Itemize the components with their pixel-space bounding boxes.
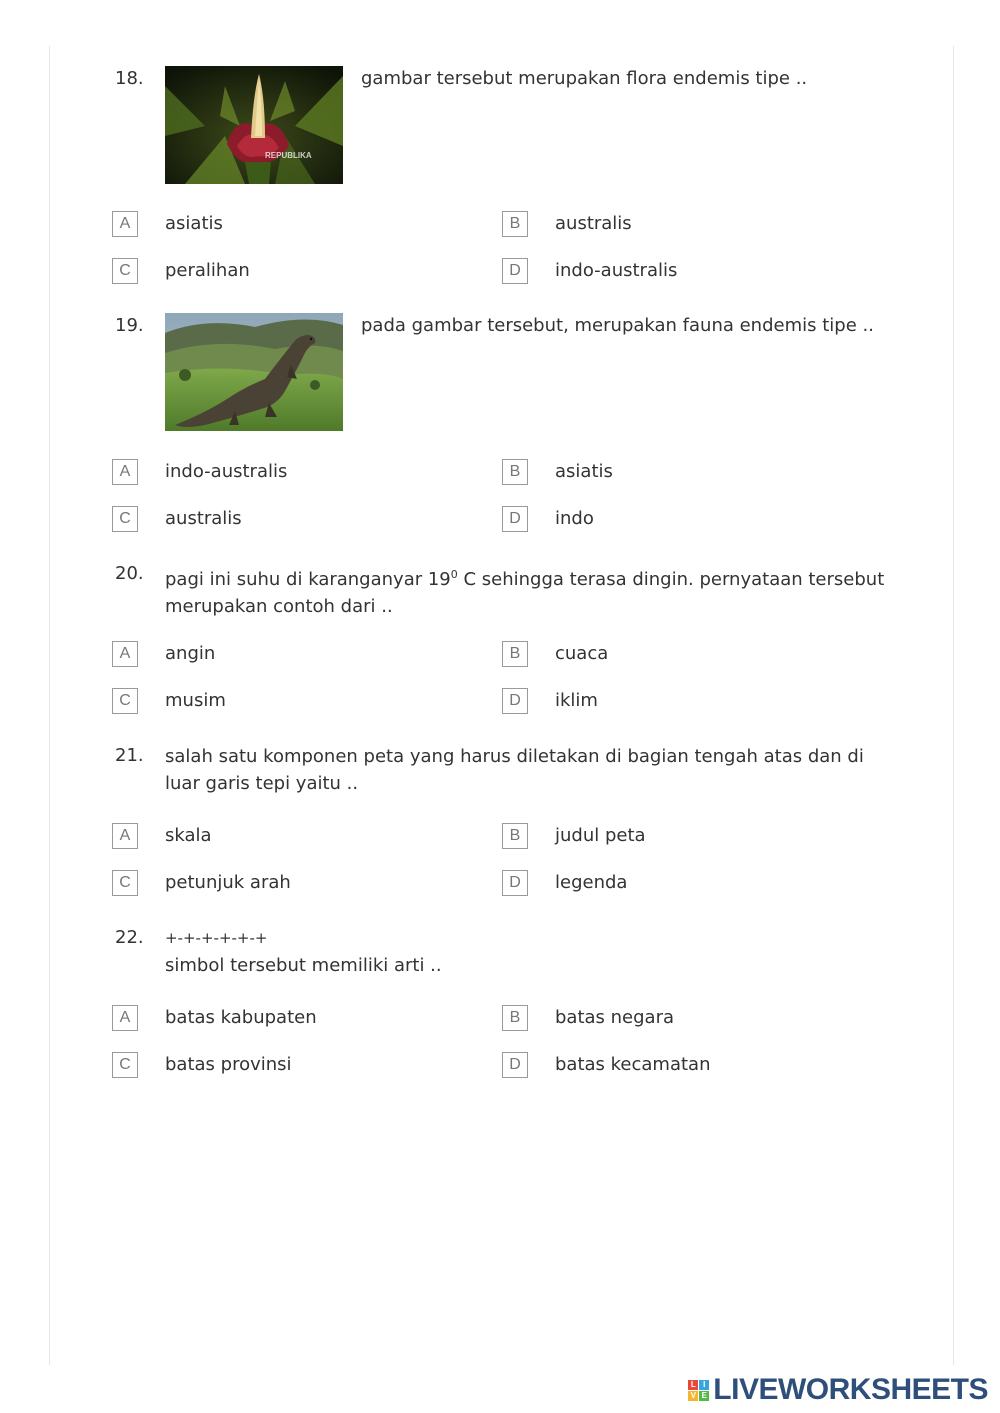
option-letter-box[interactable]: C bbox=[112, 1052, 138, 1078]
question-text-part: C sehingga terasa dingin. pernyataan tersebut merupakan contoh dari .. bbox=[165, 569, 885, 617]
option-b[interactable] bbox=[502, 1005, 852, 1033]
option-c[interactable] bbox=[112, 1052, 462, 1080]
option-c[interactable] bbox=[112, 870, 462, 898]
question-21 bbox=[0, 743, 1000, 903]
option-text: australis bbox=[165, 508, 242, 529]
option-letter-box[interactable]: B bbox=[502, 1005, 528, 1031]
option-text: peralihan bbox=[165, 260, 250, 281]
option-letter-box[interactable]: A bbox=[112, 1005, 138, 1031]
liveworksheets-logo bbox=[688, 1373, 988, 1407]
option-letter-box[interactable]: A bbox=[112, 211, 138, 237]
option-b[interactable] bbox=[502, 211, 852, 239]
option-letter-box[interactable]: A bbox=[112, 641, 138, 667]
option-text: australis bbox=[555, 213, 632, 234]
option-text: legenda bbox=[555, 872, 628, 893]
option-letter-box[interactable]: D bbox=[502, 506, 528, 532]
option-d[interactable] bbox=[502, 870, 852, 898]
question-18 bbox=[0, 66, 1000, 286]
question-text-part: pagi ini suhu di karanganyar 19 bbox=[165, 569, 451, 590]
option-letter-box[interactable]: C bbox=[112, 870, 138, 896]
question-text: gambar tersebut merupakan flora endemis tipe .. bbox=[361, 68, 808, 89]
boundary-symbol: +-+-+-+-+-+ bbox=[165, 929, 268, 947]
logo-mark-letter: L bbox=[688, 1380, 698, 1390]
svg-text:REPUBLIKA: REPUBLIKA bbox=[265, 151, 312, 160]
question-text: pada gambar tersebut, merupakan fauna endemis tipe .. bbox=[361, 315, 874, 336]
option-c[interactable] bbox=[112, 258, 462, 286]
question-text bbox=[165, 561, 885, 620]
option-a[interactable] bbox=[112, 1005, 462, 1033]
option-d[interactable] bbox=[502, 258, 852, 286]
logo-mark-letter: V bbox=[688, 1391, 698, 1401]
question-number: 20. bbox=[115, 563, 144, 584]
option-d[interactable] bbox=[502, 506, 852, 534]
option-text: cuaca bbox=[555, 643, 609, 664]
question-text: salah satu komponen peta yang harus diletakan di bagian tengah atas dan di luar garis tepi yaitu .. bbox=[165, 746, 864, 794]
option-text: musim bbox=[165, 690, 226, 711]
question-20 bbox=[0, 561, 1000, 721]
option-a[interactable] bbox=[112, 211, 462, 239]
option-d[interactable] bbox=[502, 1052, 852, 1080]
option-letter-box[interactable]: A bbox=[112, 459, 138, 485]
option-letter-box[interactable]: C bbox=[112, 688, 138, 714]
option-text: judul peta bbox=[555, 825, 646, 846]
option-text: iklim bbox=[555, 690, 598, 711]
question-19 bbox=[0, 313, 1000, 533]
option-letter-box[interactable]: B bbox=[502, 641, 528, 667]
option-letter-box[interactable]: D bbox=[502, 688, 528, 714]
option-text: petunjuk arah bbox=[165, 872, 291, 893]
option-letter-box[interactable]: D bbox=[502, 1052, 528, 1078]
option-letter-box[interactable]: C bbox=[112, 258, 138, 284]
degree-superscript: 0 bbox=[450, 568, 458, 581]
option-text: asiatis bbox=[165, 213, 223, 234]
option-c[interactable] bbox=[112, 688, 462, 716]
option-letter-box[interactable]: B bbox=[502, 823, 528, 849]
option-letter-box[interactable]: D bbox=[502, 258, 528, 284]
option-text: indo bbox=[555, 508, 594, 529]
komodo-photo-icon bbox=[165, 313, 343, 431]
option-letter-box[interactable]: A bbox=[112, 823, 138, 849]
question-number: 22. bbox=[115, 927, 144, 948]
option-letter-box[interactable]: B bbox=[502, 459, 528, 485]
option-text: batas negara bbox=[555, 1007, 675, 1028]
option-text: indo-australis bbox=[555, 260, 678, 281]
question-22 bbox=[0, 925, 1000, 1085]
question-number: 18. bbox=[115, 68, 144, 89]
option-letter-box[interactable]: D bbox=[502, 870, 528, 896]
option-b[interactable] bbox=[502, 459, 852, 487]
option-letter-box[interactable]: C bbox=[112, 506, 138, 532]
option-text: batas provinsi bbox=[165, 1054, 292, 1075]
option-a[interactable] bbox=[112, 459, 462, 487]
rafflesia-photo-icon bbox=[165, 66, 343, 184]
option-text: asiatis bbox=[555, 461, 613, 482]
option-b[interactable] bbox=[502, 823, 852, 851]
question-text-line: simbol tersebut memiliki arti .. bbox=[165, 955, 442, 976]
question-text bbox=[165, 925, 885, 979]
logo-mark-letter: E bbox=[699, 1391, 709, 1401]
logo-text: LIVEWORKSHEETS bbox=[713, 1373, 988, 1406]
question-number: 21. bbox=[115, 745, 144, 766]
option-b[interactable] bbox=[502, 641, 852, 669]
option-text: angin bbox=[165, 643, 216, 664]
option-c[interactable] bbox=[112, 506, 462, 534]
option-text: batas kabupaten bbox=[165, 1007, 317, 1028]
option-text: batas kecamatan bbox=[555, 1054, 711, 1075]
option-letter-box[interactable]: B bbox=[502, 211, 528, 237]
option-text: indo-australis bbox=[165, 461, 288, 482]
logo-mark-letter: I bbox=[699, 1380, 709, 1390]
option-a[interactable] bbox=[112, 823, 462, 851]
liveworksheets-mark-icon bbox=[688, 1380, 709, 1401]
option-a[interactable] bbox=[112, 641, 462, 669]
option-text: skala bbox=[165, 825, 212, 846]
option-d[interactable] bbox=[502, 688, 852, 716]
question-number: 19. bbox=[115, 315, 144, 336]
